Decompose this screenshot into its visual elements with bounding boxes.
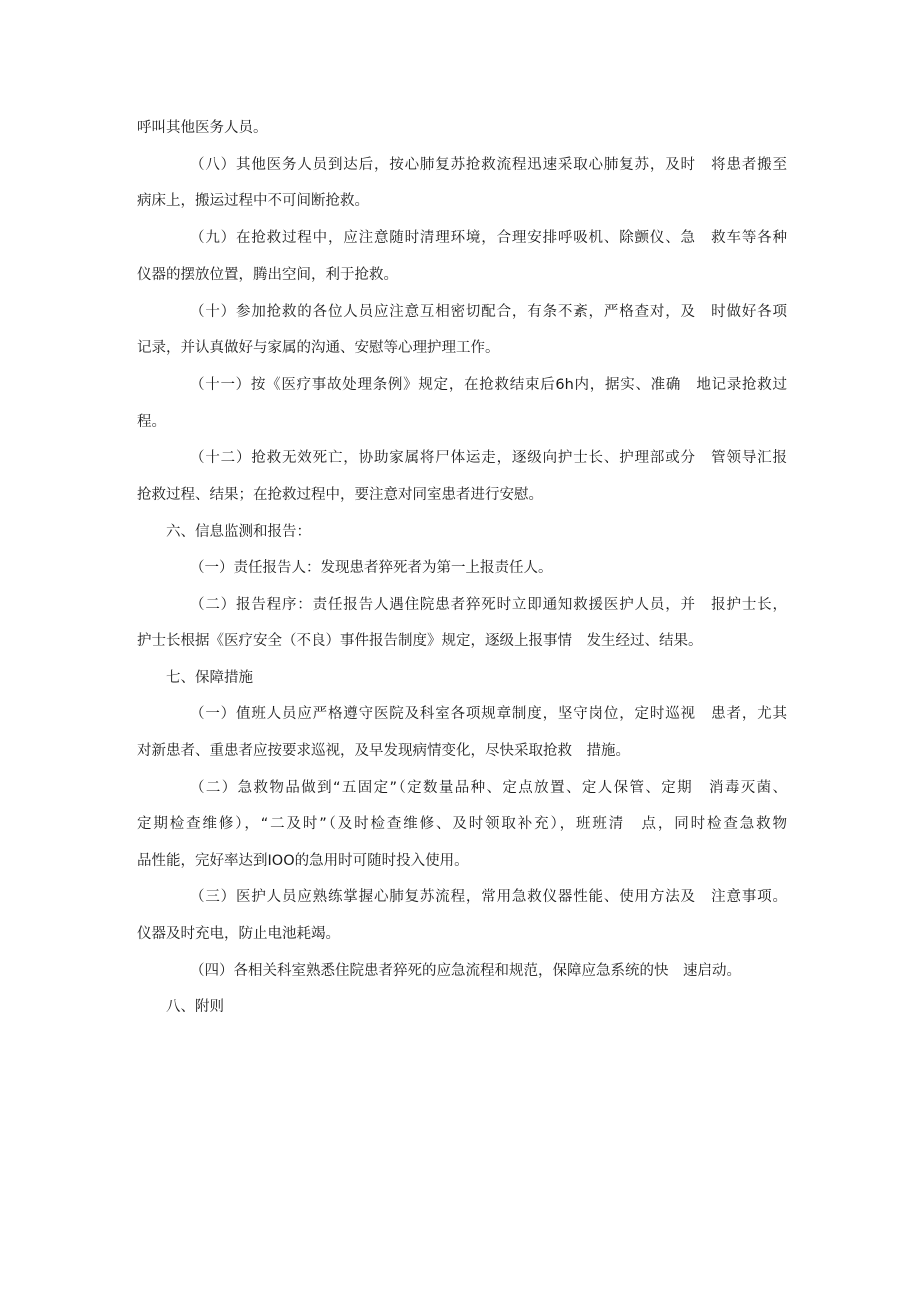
paragraph-line: 对新患者、重患者应按要求巡视，及早发现病情变化，尽快采取抢救 措施。 xyxy=(137,743,630,759)
section-heading: 七、保障措施 xyxy=(166,670,253,686)
paragraph-line: （十二）抢救无效死亡，协助家属将尸体运走，逐级向护士长、护理部或分 管领导汇报 xyxy=(190,450,787,466)
paragraph-line: （一）责任报告人：发现患者猝死者为第一上报责任人。 xyxy=(190,560,553,576)
paragraph-line: （一）值班人员应严格遵守医院及科室各项规章制度，坚守岗位，定时巡视 患者，尤其 xyxy=(190,706,787,722)
paragraph-line: 病床上，搬运过程中不可间断抢救。 xyxy=(137,193,369,209)
section-heading: 八、附则 xyxy=(166,999,224,1015)
paragraph-line: （二）报告程序：责任报告人遇住院患者猝死时立即通知救援医护人员，并 报护士长， xyxy=(190,597,787,613)
paragraph-line: 呼叫其他医务人员。 xyxy=(137,120,268,136)
section-heading: 六、信息监测和报告： xyxy=(166,524,311,540)
paragraph-line: （三）医护人员应熟练掌握心肺复苏流程，常用急救仪器性能、使用方法及 注意事项。 xyxy=(190,889,787,905)
paragraph-line: 记录，并认真做好与家属的沟通、安慰等心理护理工作。 xyxy=(137,340,500,356)
paragraph-line: （九）在抢救过程中，应注意随时清理环境，合理安排呼吸机、除颤仪、急 救车等各种 xyxy=(190,230,787,246)
paragraph-line: （四）各相关科室熟悉住院患者猝死的应急流程和规范，保障应急系统的快 速启动。 xyxy=(190,963,741,979)
paragraph-line: （十一）按《医疗事故处理条例》规定，在抢救结束后6h内，据实、准确 地记录抢救过 xyxy=(190,377,787,393)
paragraph-line: （八）其他医务人员到达后，按心肺复苏抢救流程迅速采取心肺复苏，及时 将患者搬至 xyxy=(190,157,787,173)
paragraph-line: 仪器及时充电，防止电池耗竭。 xyxy=(137,926,340,942)
paragraph-line: （二）急救物品做到“五固定”（定数量品种、定点放置、定人保管、定期 消毒灭菌、 xyxy=(190,780,787,796)
paragraph-line: 护士长根据《医疗安全（不良）事件报告制度》规定，逐级上报事情 发生经过、结果。 xyxy=(137,633,703,649)
paragraph-line: 品性能，完好率达到IOO的急用时可随时投入使用。 xyxy=(137,853,469,869)
paragraph-line: 抢救过程、结果；在抢救过程中，要注意对同室患者进行安慰。 xyxy=(137,487,543,503)
paragraph-line: 程。 xyxy=(137,414,166,430)
paragraph-line: 定期检查维修），“二及时”（及时检查维修、及时领取补充），班班清 点，同时检查急救物 xyxy=(137,816,787,832)
paragraph-line: （十）参加抢救的各位人员应注意互相密切配合，有条不紊，严格查对，及 时做好各项 xyxy=(190,304,787,320)
paragraph-line: 仪器的摆放位置，腾出空间，利于抢救。 xyxy=(137,267,398,283)
